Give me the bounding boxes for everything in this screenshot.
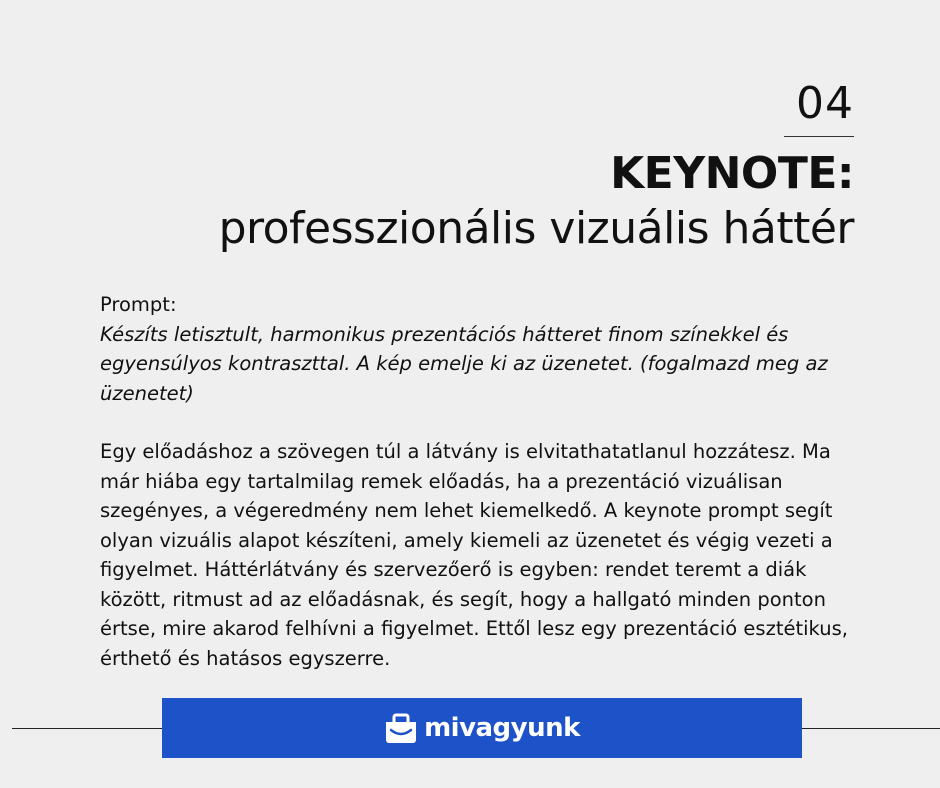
description-paragraph: Egy előadáshoz a szövegen túl a látvány is elvitathatatlanul hozzátesz. Ma már hiába egy tartalmilag remek előadás, ha a prezentáció vizuálisan szegényes, a végeredmény nem lehet kiemelkedő. A keynote prompt segít olyan vizuális alapot készíteni, amely kiemeli az üzenetet és végig vezeti a figyelmet. Háttérlátvány és szervezőerő is egyben: rendet teremt a diák között, ritmust ad az előadásnak, és segít, hogy a hallgató minden ponton értse, mire akarod felhívni a figyelmet. Ettől lesz egy prezentáció esztétikus, érthető és hatásos egyszerre. xyxy=(100,440,848,670)
briefcase-icon xyxy=(384,712,418,744)
page-title: KEYNOTE: xyxy=(610,148,854,199)
brand-logo xyxy=(384,712,580,744)
page-number: 04 xyxy=(796,78,854,129)
brand-name: mivagyunk xyxy=(424,713,580,743)
page-subtitle: professzionális vizuális háttér xyxy=(218,203,854,254)
prompt-label: Prompt: xyxy=(100,293,177,316)
page-number-underline xyxy=(784,136,854,137)
body-content xyxy=(100,290,870,673)
brand-banner xyxy=(162,698,802,758)
prompt-text: Készíts letisztult, harmonikus prezentációs hátteret finom színekkel és egyensúlyos kontraszttal. A kép emelje ki az üzenetet. (fogalmazd meg az üzenetet) xyxy=(100,322,828,405)
